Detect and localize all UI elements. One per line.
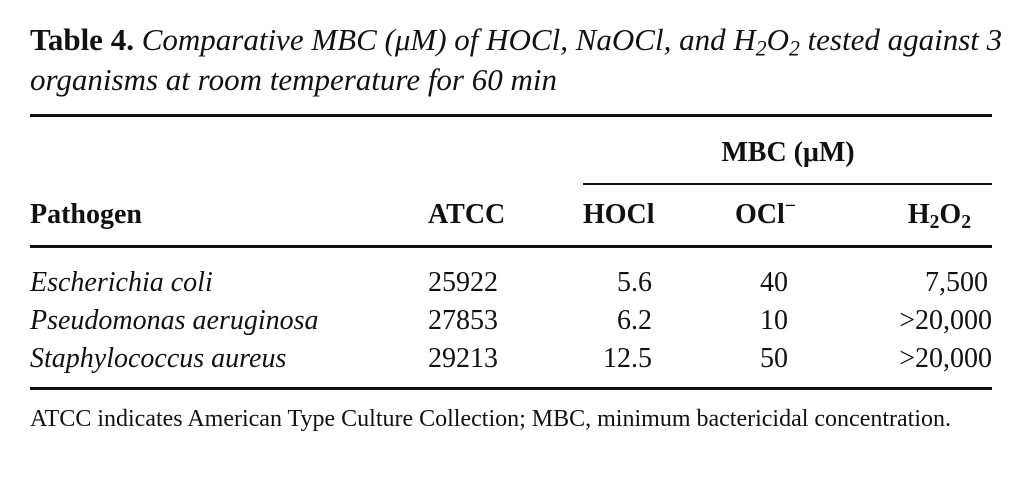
h2o2-sub-2: 2 <box>961 211 971 233</box>
title-subscript-2: 2 <box>788 36 800 61</box>
row-3-pathogen: Staphylococcus aureus <box>30 343 287 374</box>
title-subscript-1: 2 <box>755 36 767 61</box>
h2o2-sub-1: 2 <box>929 211 940 233</box>
row-2-h2o2: >20,000 <box>899 305 992 336</box>
row-3-atcc: 29213 <box>428 343 498 374</box>
title-text-1: Comparative MBC (μM) of HOCl, NaOCl, and H <box>141 22 756 57</box>
row-2-atcc: 27853 <box>428 305 498 336</box>
header-rule <box>30 245 992 248</box>
col-header-pathogen: Pathogen <box>30 199 142 230</box>
table-title <box>30 22 1002 97</box>
title-text-3: tested against 3 organisms at room temperature for 60 min <box>30 22 1003 97</box>
table-footnote: ATCC indicates American Type Culture Collection; MBC, minimum bactericidal concentration. <box>30 406 952 432</box>
row-1-pathogen: Escherichia coli <box>30 267 213 298</box>
row-2-hocl: 6.2 <box>617 305 652 336</box>
row-1-hocl: 5.6 <box>617 267 652 298</box>
bottom-rule <box>30 387 992 390</box>
ocl-text: OCl <box>735 199 785 230</box>
row-1-atcc: 25922 <box>428 267 498 298</box>
col-header-hocl: HOCl <box>583 199 655 230</box>
row-1-h2o2: 7,500 <box>925 267 988 298</box>
col-header-atcc: ATCC <box>428 199 506 230</box>
table-label: Table 4. <box>30 22 134 57</box>
col-header-ocl <box>735 198 796 232</box>
row-2-ocl: 10 <box>760 305 788 336</box>
h2o2-o: O <box>939 199 962 230</box>
ocl-superscript: − <box>784 196 796 218</box>
top-rule <box>30 114 992 117</box>
row-3-hocl: 12.5 <box>603 343 652 374</box>
h2o2-h: H <box>907 199 930 230</box>
row-2-pathogen: Pseudomonas aeruginosa <box>30 305 319 336</box>
group-rule <box>583 183 992 185</box>
row-3-ocl: 50 <box>760 343 788 374</box>
row-3-h2o2: >20,000 <box>899 343 992 374</box>
table-caption <box>30 20 1005 100</box>
mbc-group-header: MBC (μM) <box>721 137 855 168</box>
title-text-2: O <box>766 22 789 57</box>
col-header-h2o2 <box>850 198 971 232</box>
row-1-ocl: 40 <box>760 267 788 298</box>
